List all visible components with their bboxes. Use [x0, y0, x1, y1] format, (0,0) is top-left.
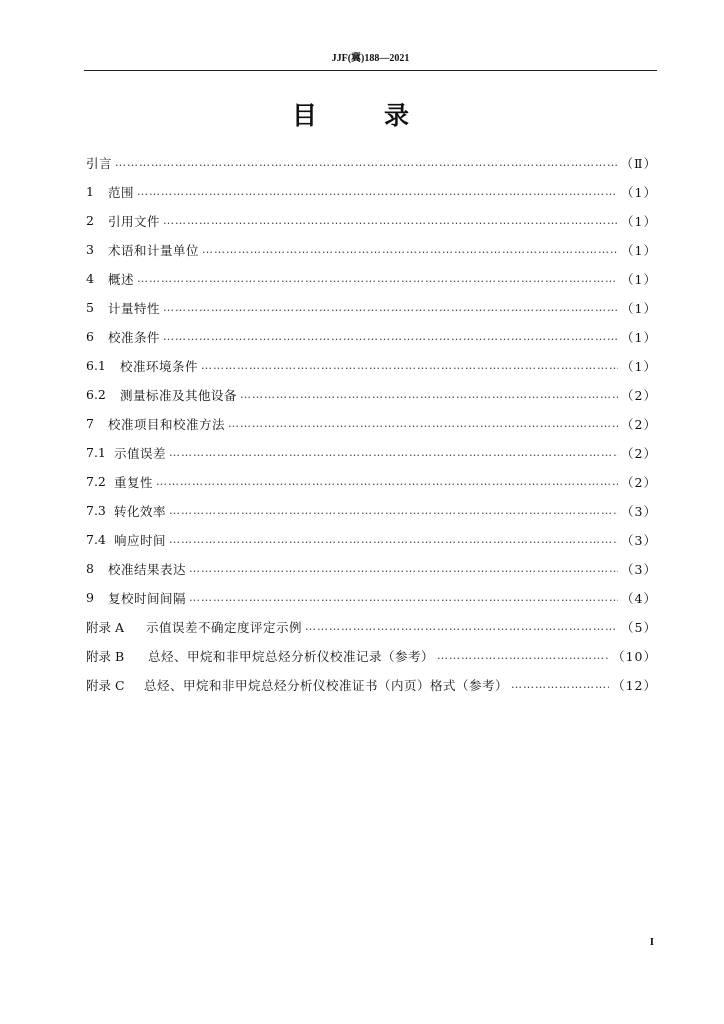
toc-entry-label: 校准结果表达: [108, 561, 187, 577]
toc-entry-9[interactable]: [86, 583, 657, 612]
toc-entry-label: 响应时间: [114, 532, 167, 548]
toc-entry-label: 复校时间间隔: [108, 590, 187, 606]
toc-entry-2[interactable]: [86, 206, 657, 235]
toc-leader-dots: [511, 678, 609, 691]
toc-entry-page: （1）: [621, 184, 657, 200]
toc-entry-intro[interactable]: [86, 148, 657, 177]
toc-leader-dots: [115, 156, 617, 169]
toc-entry-page: （2）: [621, 416, 657, 432]
toc-leader-dots: [163, 301, 618, 314]
toc-entry-label: 校准条件: [108, 329, 161, 345]
toc-entry-page: （3）: [621, 503, 657, 519]
toc-entry-page: （2）: [621, 387, 657, 403]
toc-title-char-1: 目: [292, 101, 318, 130]
toc-entry-number: 9: [86, 590, 94, 605]
toc-entry-page: （1）: [621, 300, 657, 316]
toc-entry-number: 6.2: [86, 387, 106, 402]
page-number: I: [649, 936, 654, 948]
toc-entry-number: 7.2: [86, 474, 106, 489]
toc-entry-number: 7: [86, 416, 94, 431]
toc-entry-number: 2: [86, 213, 94, 228]
toc-entry-label: 示值误差: [114, 445, 167, 461]
toc-leader-dots: [240, 388, 618, 401]
toc-entry-label: 校准环境条件: [120, 358, 199, 374]
toc-entry-page: （1）: [621, 242, 657, 258]
toc-entry-7-3[interactable]: [86, 496, 657, 525]
toc-entry-label: 引言: [86, 155, 113, 171]
toc-entry-7-2[interactable]: [86, 467, 657, 496]
toc-entry-page: （5）: [621, 619, 657, 635]
toc-entry-page: （1）: [621, 213, 657, 229]
toc-entry-page: （3）: [621, 561, 657, 577]
toc-entry-7[interactable]: [86, 409, 657, 438]
toc-entry-page: （1）: [621, 329, 657, 345]
toc-entry-number: 5: [86, 300, 94, 315]
toc-entry-6-2[interactable]: [86, 380, 657, 409]
toc-entry-number: 6: [86, 329, 94, 344]
toc-entry-appendix-a[interactable]: [86, 612, 657, 641]
toc-entry-label: 范围: [108, 184, 135, 200]
toc-entry-label: 总烃、甲烷和非甲烷总烃分析仪校准证书（内页）格式（参考）: [144, 677, 509, 693]
toc-entry-label: 重复性: [114, 474, 154, 490]
toc-entry-number: 附录 A: [86, 619, 125, 635]
toc-entry-number: 7.4: [86, 532, 106, 547]
toc-entry-label: 计量特性: [108, 300, 161, 316]
toc-leader-dots: [163, 214, 618, 227]
toc-entry-number: 附录 B: [86, 648, 125, 664]
document-code: JJF(冀)188—2021: [331, 53, 410, 64]
toc-leader-dots: [189, 562, 618, 575]
toc-entry-page: （2）: [621, 474, 657, 490]
toc-leader-dots: [201, 359, 618, 372]
toc-entry-5[interactable]: [86, 293, 657, 322]
toc-leader-dots: [228, 417, 618, 430]
toc-entry-page: （1）: [621, 271, 657, 287]
toc-entry-number: 7.1: [86, 445, 106, 460]
toc-leader-dots: [169, 533, 618, 546]
toc-entry-7-4[interactable]: [86, 525, 657, 554]
toc-leader-dots: [163, 330, 618, 343]
toc-entry-page: （4）: [621, 590, 657, 606]
toc-entry-number: 7.3: [86, 503, 106, 518]
toc-leader-dots: [169, 504, 618, 517]
toc-entry-page: （2）: [621, 445, 657, 461]
toc-entry-6-1[interactable]: [86, 351, 657, 380]
toc-leader-dots: [137, 272, 618, 285]
toc-title-char-2: 录: [384, 101, 410, 130]
toc-entry-label: 转化效率: [114, 503, 167, 519]
toc-entry-label: 概述: [108, 271, 135, 287]
table-of-contents: [86, 148, 657, 699]
toc-entry-label: 引用文件: [108, 213, 161, 229]
toc-leader-dots: [169, 446, 618, 459]
toc-entry-number: 4: [86, 271, 94, 286]
toc-entry-number: 1: [86, 184, 94, 199]
toc-entry-page: （Ⅱ）: [620, 155, 657, 171]
toc-entry-number: 附录 C: [86, 677, 125, 693]
toc-entry-appendix-c[interactable]: [86, 670, 657, 699]
toc-entry-8[interactable]: [86, 554, 657, 583]
toc-leader-dots: [156, 475, 618, 488]
toc-entry-4[interactable]: [86, 264, 657, 293]
page-header: [84, 52, 657, 71]
toc-entry-label: 测量标准及其他设备: [120, 387, 238, 403]
toc-entry-appendix-b[interactable]: [86, 641, 657, 670]
toc-entry-3[interactable]: [86, 235, 657, 264]
toc-leader-dots: [137, 185, 618, 198]
toc-entry-label: 示值误差不确定度评定示例: [146, 619, 303, 635]
toc-leader-dots: [202, 243, 618, 256]
toc-entry-page: （12）: [612, 677, 657, 693]
toc-entry-1[interactable]: [86, 177, 657, 206]
toc-title: [0, 98, 724, 134]
toc-entry-label: 校准项目和校准方法: [108, 416, 226, 432]
toc-entry-number: 3: [86, 242, 94, 257]
toc-entry-page: （10）: [612, 648, 657, 664]
toc-entry-label: 术语和计量单位: [108, 242, 200, 258]
toc-entry-page: （3）: [621, 532, 657, 548]
toc-leader-dots: [437, 649, 609, 662]
toc-leader-dots: [305, 620, 618, 633]
toc-leader-dots: [189, 591, 618, 604]
toc-entry-number: 8: [86, 561, 94, 576]
toc-entry-6[interactable]: [86, 322, 657, 351]
toc-entry-page: （1）: [621, 358, 657, 374]
toc-entry-label: 总烃、甲烷和非甲烷总烃分析仪校准记录（参考）: [148, 648, 435, 664]
toc-entry-7-1[interactable]: [86, 438, 657, 467]
toc-entry-number: 6.1: [86, 358, 106, 373]
